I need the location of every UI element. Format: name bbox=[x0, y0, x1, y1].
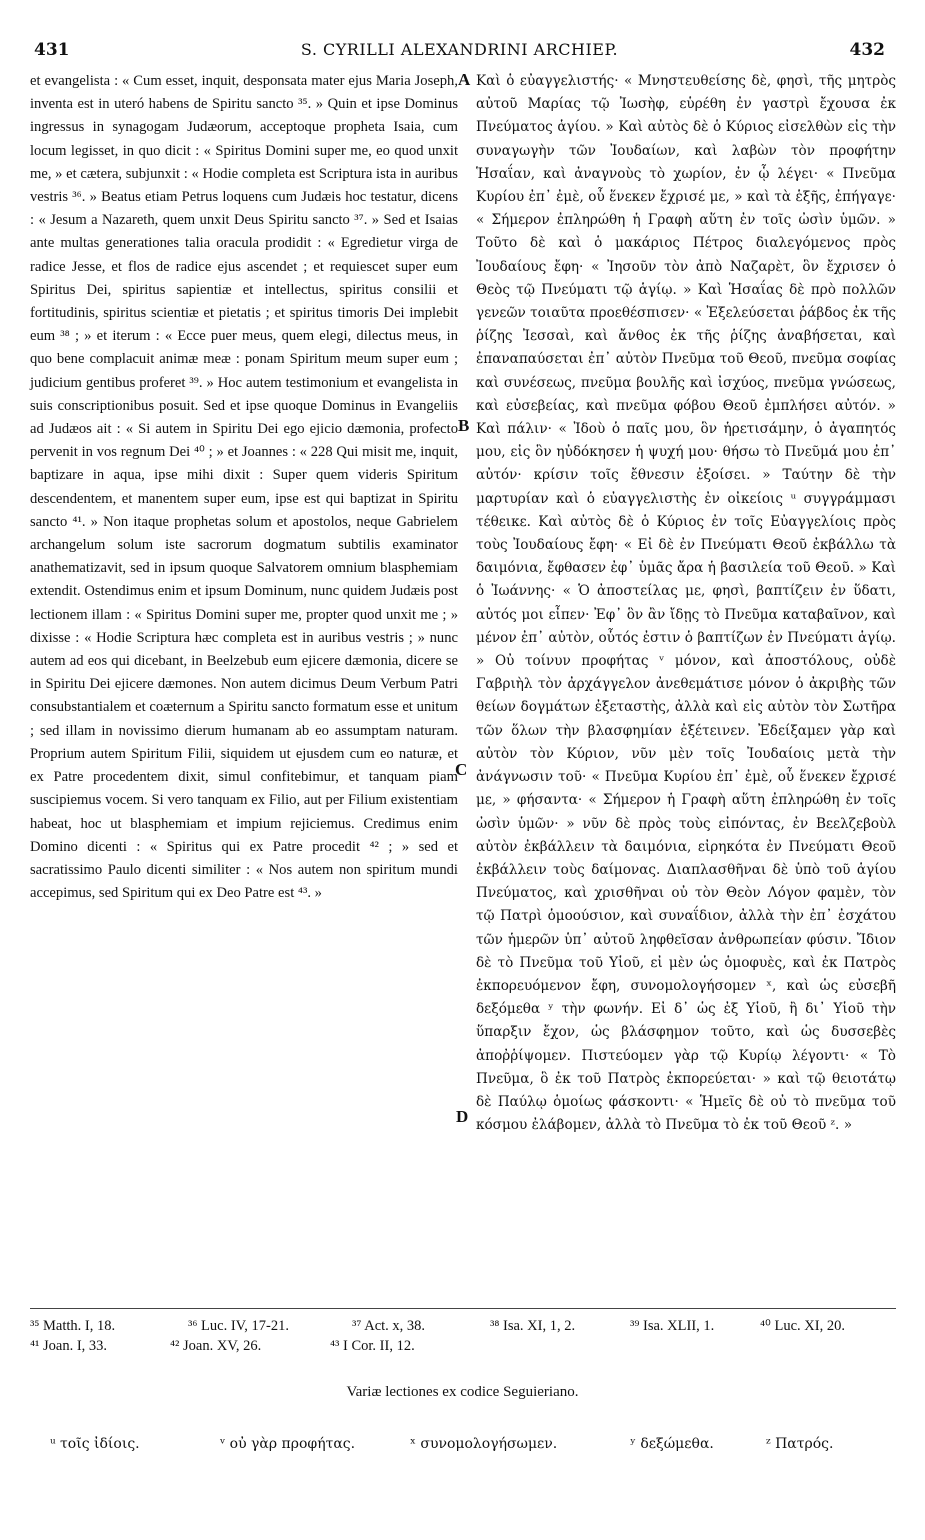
footnote-row bbox=[30, 1316, 896, 1336]
footnote-41: ⁴¹ Joan. I, 33. bbox=[30, 1338, 108, 1354]
section-marker-c: C bbox=[455, 760, 468, 779]
variant-u: ᵘ τοῖς ἰδίοις. bbox=[50, 1436, 140, 1452]
variant-x: ˣ συνομολογήσωμεν. bbox=[410, 1436, 558, 1452]
footnote-42: ⁴² Joan. XV, 26. bbox=[170, 1338, 262, 1354]
section-marker-d: D bbox=[456, 1107, 469, 1126]
footnote-39: ³⁹ Isa. XLII, 1. bbox=[630, 1318, 715, 1334]
section-marker-b: B bbox=[458, 416, 470, 435]
page-number-left: 431 bbox=[34, 40, 70, 60]
footnote-40: ⁴⁰ Luc. XI, 20. bbox=[760, 1318, 845, 1334]
page-number-right: 432 bbox=[849, 40, 885, 60]
latin-text: et evangelista : « Cum esset, inquit, desponsata mater ejus Maria Joseph, inventa est in uteró habens de Spiritu sancto ³⁵. » Quin et ipse Dominus ingressus in synagogam Judæorum, acceptoque propheta Isaia, cum locum legisset, in quo dicit : « Spiritus Domini super me, eo quod unxit me, » et cætera, subjunxit : « Hodie completa est Scriptura ista in auribus vestris ³⁶. » Beatus etiam Petrus loquens cum Judæis hoc testatur, dicens : « Jesum a Nazareth, quem unxit Deus Spiritu sancto ³⁷. » Sed et Isaias ante multas generationes talia oracula prodidit : « Egredietur virga de radice Jesse, et flos de radice ejus ascendet ; et requiescet super eum Spiritus Dei, spiritus sapientiæ et intellectus, spiritus consilii et fortitudinis, spiritus scientiæ et pietatis ; et spiritus timoris Dei implebit eum ³⁸ ; » et iterum : « Ecce puer meus, quem elegi, dilectus meus, in quo bene complacuit animæ meæ : ponam Spiritum meum super eum ; judicium gentibus proferet ³⁹. » Hoc autem testimonium et evangelista in suis conscriptionibus posuit. Sed et ipse quoque Dominus in Evangeliis ad Judæos ait : « Si autem in Spiritu Dei ego ejicio dæmonia, profecto pervenit in vos regnum Dei ⁴⁰ ; » et Joannes : « 228 Qui misit me, inquit, baptizare in aqua, ipse mihi dixit : Super quem videris Spiritum descendentem, et manentem super eum, ipse est qui baptizat in Spiritu sancto ⁴¹. » Non itaque prophetas solum et apostolos, neque Gabrielem archangelum solum iste sacrorum dogmatum subtilis examinator anathematizavit, sed in ipsum quoque Salvatorem omnium blasphemiam extendit. Ostendimus enim et ipsum Dominum, nunc quidem Judæis post lectionem illam : « Spiritus Domini super me, propter quod unxit me ; » dixisse : « Hodie Scriptura hæc completa est in auribus vestris ; » nunc autem ad eos qui dicebant, in Beelzebub eum ejicere dæmonia, dicere se in Spiritu Dei ejicere dæmones. Non autem dicimus Deum Verbum Patri consubstantialem et coæternum a Spiritu sancto formatum esse et unitum ; sed illam in novissimo dierum humanam ab eo assumptam naturam. Proprium autem Spiritum Filii, siquidem ut ejusdem cum eo naturæ, et ex Patre procedentem dixit, simul confitebimur, et tanquam piam suscipiemus vocem. Si vero tanquam ex Filio, aut per Filium existentiam habeat, hoc ut blasphemiam et impium rejiciemus. Credimus enim Domino dicenti : « Spiritus qui ex Patre procedit ⁴² ; » sed et sacratissimo Paulo dicenti similiter : « Nos autem non spiritum mundi accepimus, sed Spiritum qui ex Deo Patre est ⁴³. » bbox=[30, 73, 458, 902]
footnote-43: ⁴³ I Cor. II, 12. bbox=[330, 1338, 415, 1354]
greek-text: Καὶ ὁ εὐαγγελιστής· « Μνηστευθείσης δὲ, φησὶ, τῆς μητρὸς αὐτοῦ Μαρίας τῷ Ἰωσὴφ, εὑρέθη ἐν γαστρὶ ἔχουσα ἐκ Πνεύματος ἁγίου. » Καὶ αὐτὸς δὲ ὁ Κύριος εἰσελθὼν εἰς τὴν συναγωγὴν τῶν Ἰουδαίων, καὶ λαβὼν τὸν προφήτην Ἡσαΐαν, καὶ ἀναγνοὺς τὸ χωρίον, ἐν ᾧ λέγει· « Πνεῦμα Κυρίου ἐπ᾽ ἐμὲ, οὗ ἕνεκεν ἔχρισέ με, » καὶ τὰ ἑξῆς, ἐπήγαγε· « Σήμερον ἐπληρώθη ἡ Γραφὴ αὕτη ἐν τοῖς ὠσὶν ὑμῶν. » Τοῦτο δὲ καὶ ὁ μακάριος Πέτρος διαλεγόμενος πρὸς Ἰουδαίους ἔφη· « Ἰησοῦν τὸν ἀπὸ Ναζαρὲτ, ὃν ἔχρισεν ὁ Θεὸς τῷ Πνεύματι τῷ ἁγίῳ. » Καὶ Ἡσαΐας δὲ πρὸ πολλῶν γενεῶν τοιαῦτα προεθέσπισεν· « Ἐξελεύσεται ῥάβδος ἐκ τῆς ῥίζης Ἰεσσαὶ, καὶ ἄνθος ἐκ τῆς ῥίζης ἀναβήσεται, καὶ ἐπαναπαύσεται ἐπ᾽ αὐτὸν Πνεῦμα τοῦ Θεοῦ, πνεῦμα σοφίας καὶ συνέσεως, πνεῦμα βουλῆς καὶ ἰσχύος, πνεῦμα γνώσεως, καὶ εὐσεβείας, καὶ πνεῦμα φόβου Θεοῦ ἐμπλήσει αὐτόν. » Καὶ πάλιν· « Ἰδοὺ ὁ παῖς μου, ὃν ἡρετισάμην, ὁ ἀγαπητός μου, εἰς ὃν ηὐδόκησεν ἡ ψυχή μου· θήσω τὸ Πνεῦμά μου ἐπ᾽ αὐτόν· κρίσιν τοῖς ἔθνεσιν ἐξοίσει. » Ταύτην δὲ τὴν μαρτυρίαν καὶ ὁ εὐαγγελιστὴς ἐν οἰκείοις ᵘ συγγράμμασι τέθεικε. Καὶ αὐτὸς δὲ ὁ Κύριος ἐν τοῖς Εὐαγγελίοις πρὸς τοὺς Ἰουδαίους ἔφη· « Εἰ δὲ ἐν Πνεύματι Θεοῦ ἐκβάλλω τὰ δαιμόνια, ἔφθασεν ἐφ᾽ ὑμᾶς ἄρα ἡ βασιλεία τοῦ Θεοῦ. » Καὶ ὁ Ἰωάννης· « Ὁ ἀποστείλας με, φησὶ, βαπτίζειν ἐν ὕδατι, αὐτός μοι εἶπεν· Ἐφ᾽ ὃν ἂν ἴδῃς τὸ Πνεῦμα καταβαῖνον, καὶ μένον ἐπ᾽ αὐτὸν, οὗτός ἐστιν ὁ βαπτίζων ἐν Πνεύματι ἁγίῳ. » Οὐ τοίνυν προφήτας ᵛ μόνον, καὶ ἀποστόλους, οὐδὲ Γαβριὴλ τὸν ἀρχάγγελον ἀνεθεμάτισε μόνον ὁ ἀκριβὴς τῶν θείων δογμάτων ἐξεταστὴς, ἀλλὰ καὶ εἰς αὐτὸν τὸν Σωτῆρα τῶν ὅλων τὴν βλασφημίαν ἐξέτεινεν. Ἐδείξαμεν γὰρ καὶ αὐτὸν τὸν Κύριον, νῦν μὲν τοῖς Ἰουδαίοις μετὰ τὴν ἀνάγνωσιν τοῦ· « Πνεῦμα Κυρίου ἐπ᾽ ἐμὲ, οὗ ἕνεκεν ἔχρισέ με, » φήσαντα· « Σήμερον ἡ Γραφὴ αὕτη ἐπληρώθη ἐν τοῖς ὠσὶν ὑμῶν· » νῦν δὲ πρὸς τοὺς εἰπόντας, ἐν Βεελζεβοὺλ αὐτὸν ἐκβάλλειν τὰ δαιμόνια, εἰρηκότα ἐν Πνεύματι Θεοῦ ἐκβάλλειν τοὺς δαίμονας. Διαπλασθῆναι δὲ ὑπὸ τοῦ ἁγίου Πνεύματος, καὶ χρισθῆναι οὐ τὸν Θεὸν Λόγον φαμὲν, τὸν τῷ Πατρὶ ὁμοούσιον, καὶ συναΐδιον, ἀλλὰ τὴν ἐπ᾽ ἐσχάτου τῶν ἡμερῶν ὑπ᾽ αὐτοῦ ληφθεῖσαν ἀνθρωπείαν φύσιν. Ἴδιον δὲ τὸ Πνεῦμα τοῦ Υἱοῦ, εἰ μὲν ὡς ὁμοφυὲς, καὶ ἐκ Πατρὸς ἐκπορευόμενον ἔφη, συνομολογήσομεν ˣ, καὶ ὡς εὐσεβῆ δεξόμεθα ʸ τὴν φωνήν. Εἰ δ᾽ ὡς ἐξ Υἱοῦ, ἢ δι᾽ Υἱοῦ τὴν ὕπαρξιν ἔχον, ὡς βλάσφημον τοῦτο, καὶ ὡς δυσσεβὲς ἀποῤῥίψομεν. Πιστεύομεν γὰρ τῷ Κυρίῳ λέγοντι· « Τὸ Πνεῦμα, ὃ ἐκ τοῦ Πατρὸς ἐκπορεύεται· » καὶ τῷ θειοτάτῳ δὲ Παύλῳ ὁμοίως φάσκοντι· « Ἡμεῖς δὲ οὐ τὸ πνεῦμα τοῦ κόσμου ἐλάβομεν, ἀλλὰ τὸ Πνεῦμα τὸ ἐκ τοῦ Θεοῦ ᶻ. » bbox=[476, 73, 896, 1134]
section-marker-a: A bbox=[458, 70, 471, 89]
footnotes bbox=[30, 1316, 896, 1356]
footnote-row bbox=[30, 1336, 896, 1356]
running-title: S. CYRILLI ALEXANDRINI ARCHIEP. bbox=[300, 40, 619, 59]
page-header bbox=[34, 40, 885, 66]
footnote-36: ³⁶ Luc. IV, 17-21. bbox=[188, 1318, 289, 1334]
variant-y: ʸ δεξώμεθα. bbox=[630, 1436, 714, 1452]
footnote-38: ³⁸ Isa. XI, 1, 2. bbox=[490, 1318, 576, 1334]
variant-z: ᶻ Πατρός. bbox=[766, 1436, 834, 1452]
footnote-37: ³⁷ Act. x, 38. bbox=[352, 1318, 426, 1334]
variant-v: ᵛ οὐ γὰρ προφήτας. bbox=[220, 1436, 356, 1452]
variae-lectiones-title: Variæ lectiones ex codice Seguieriano. bbox=[346, 1384, 579, 1400]
latin-column bbox=[30, 70, 458, 905]
footnote-rule bbox=[30, 1308, 896, 1309]
footnote-35: ³⁵ Matth. I, 18. bbox=[30, 1318, 116, 1334]
greek-column bbox=[476, 70, 896, 1137]
